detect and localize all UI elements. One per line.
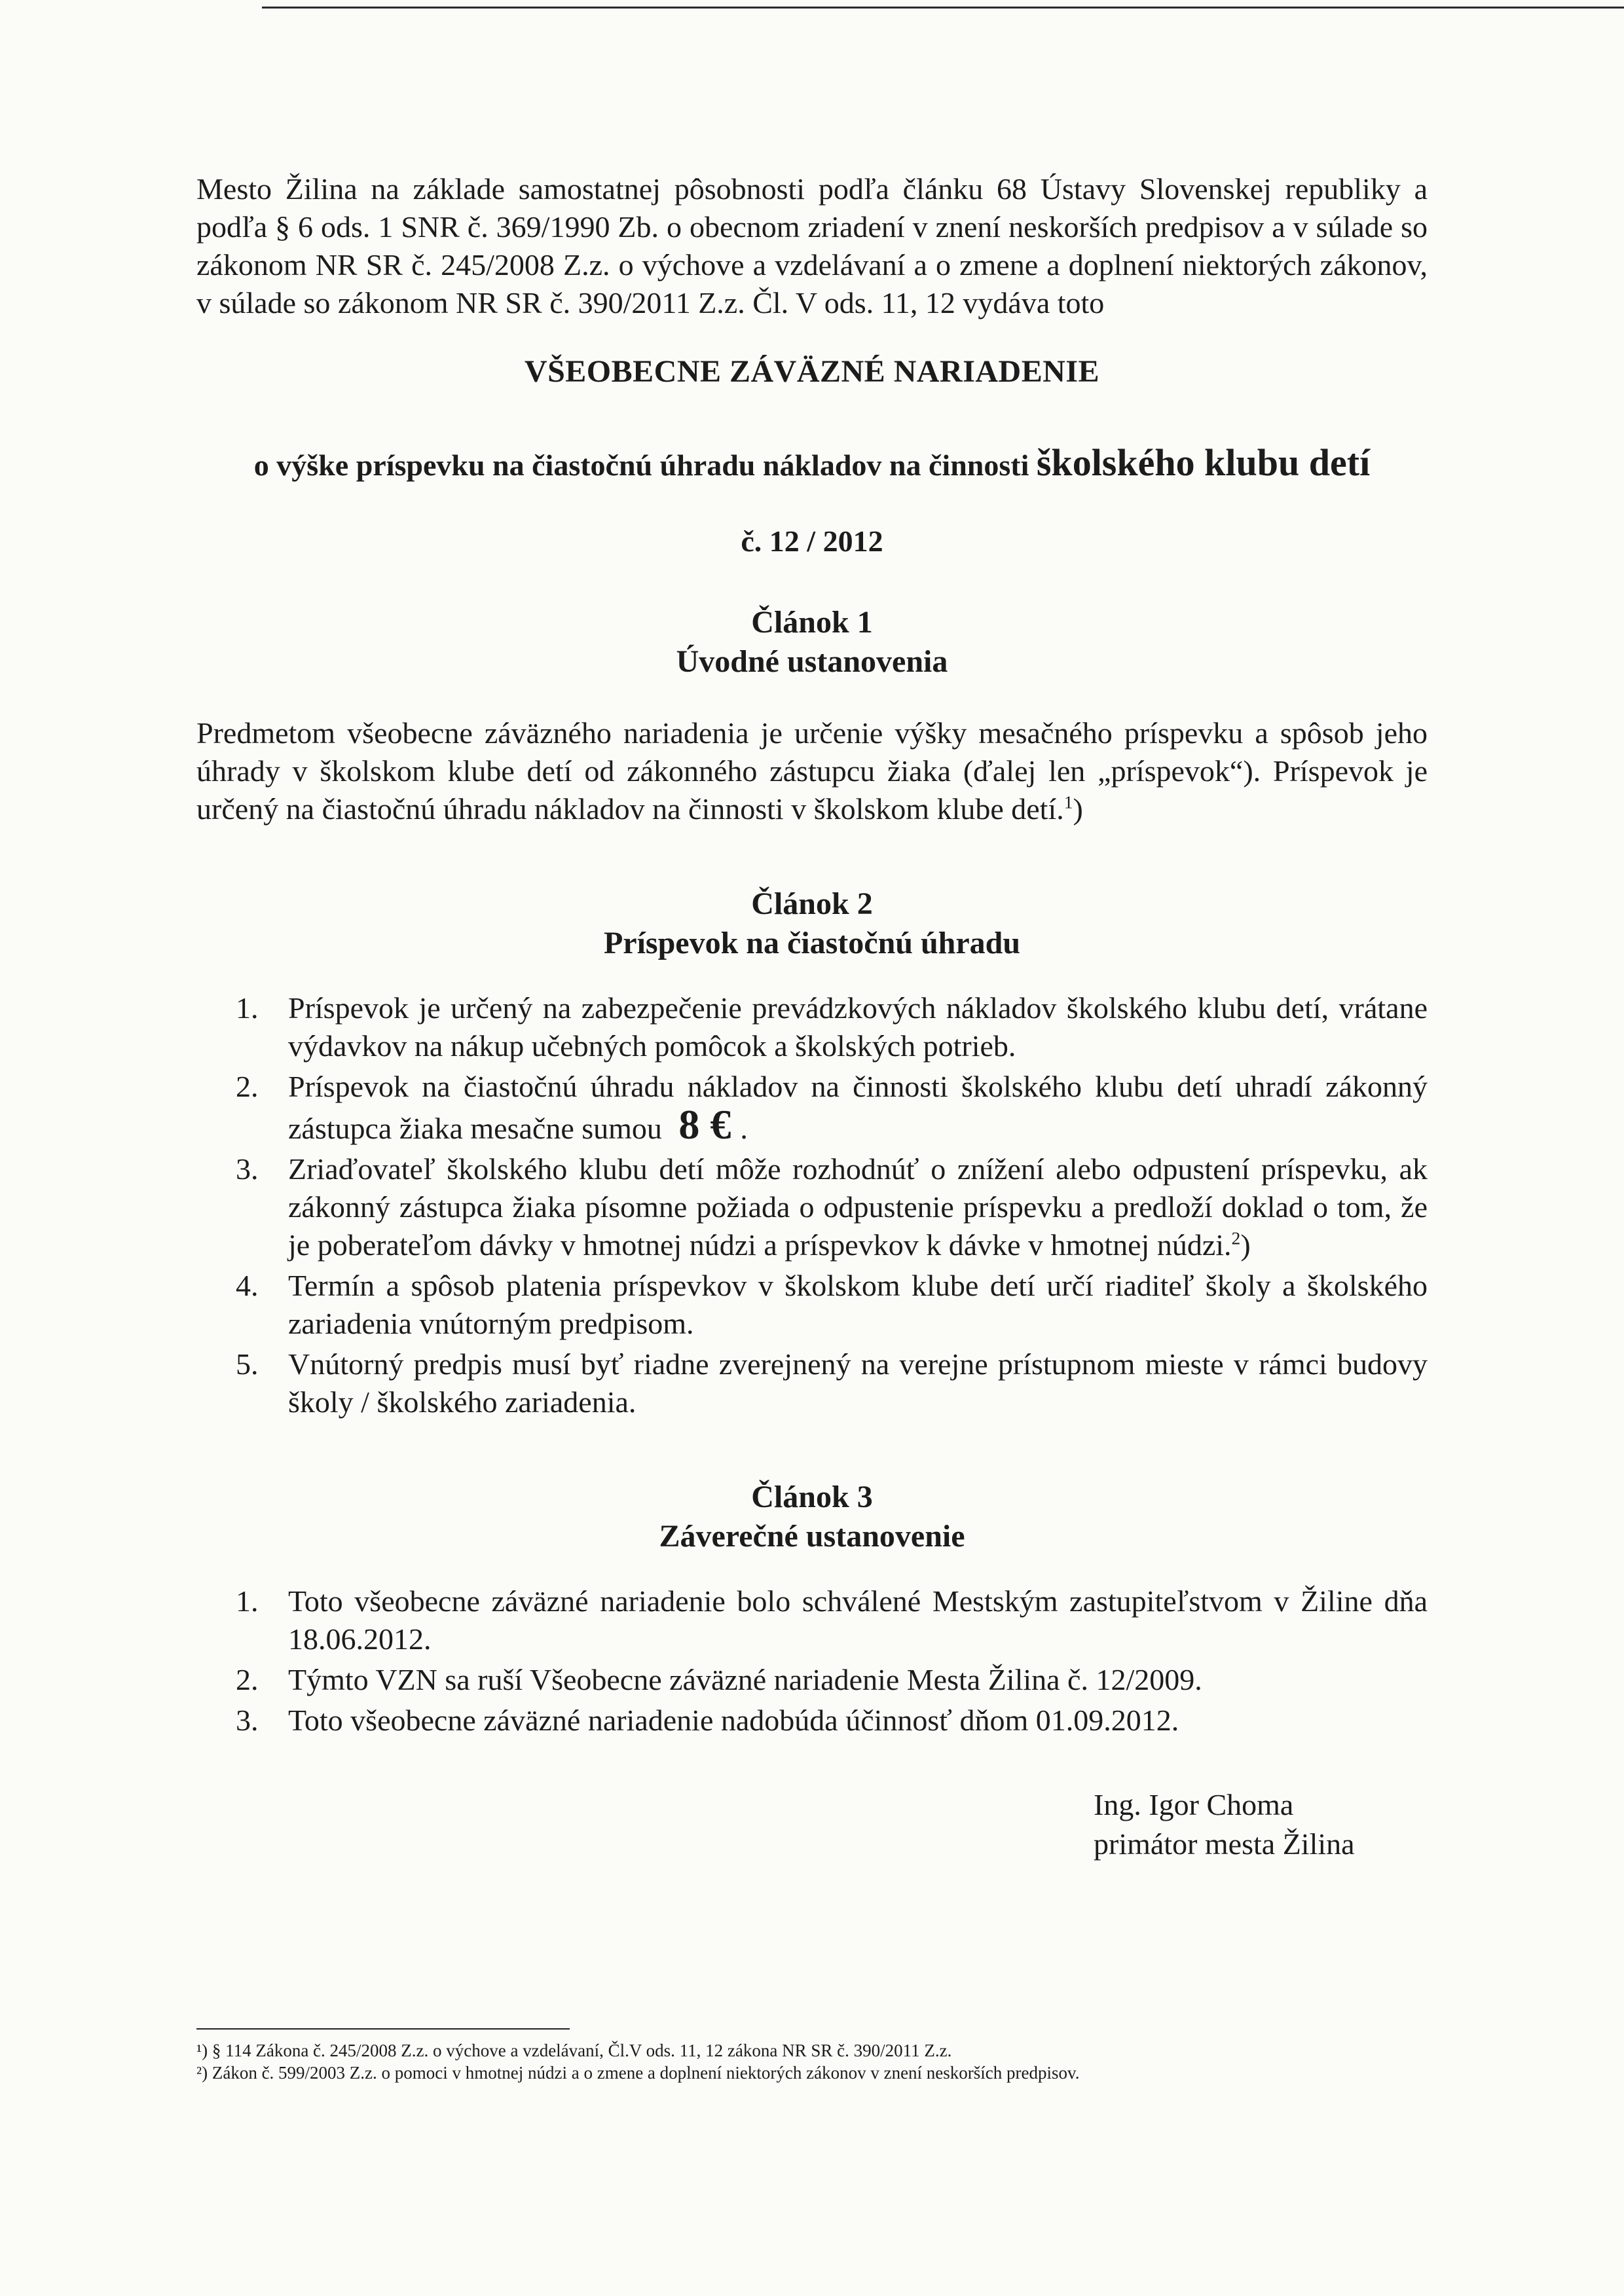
footnote-text: § 114 Zákona č. 245/2008 Z.z. o výchove a vzdelávaní, Čl.V ods. 11, 12 zákona NR SR č. 390/2011 Z.z. [212,2041,952,2060]
item-number: 4. [236,1269,259,1302]
subtitle-part2: školského klubu detí [1036,441,1371,484]
article2-subheading: Príspevok na čiastočnú úhradu [603,926,1021,960]
item-end: . [740,1112,748,1145]
item-end: ) [1240,1228,1251,1262]
item-number: 1. [236,991,259,1025]
footnote-2 [196,2062,1441,2084]
signatory-name: Ing. Igor Choma [1094,1788,1294,1821]
list-item [196,1150,1428,1264]
item-text [288,1068,1428,1148]
intro-paragraph: Mesto Žilina na základe samostatnej pôsobnosti podľa článku 68 Ústavy Slovenskej republiky a podľa § 6 ods. 1 SNR č. 369/1990 Zb. o obecnom zriadení v znení neskorších predpisov a v súlade so zákonom NR SR č. 245/2008 Z.z. o výchove a vzdelávaní a o zmene a doplnení niektorých zákonov, v súlade so zákonom NR SR č. 390/2011 Z.z. Čl. V ods. 11, 12 vydáva toto [196,172,1428,319]
article1-subheading: Úvodné ustanovenia [676,644,948,679]
item-text: Toto všeobecne záväzné nariadenie nadobúda účinnosť dňom 01.09.2012. [288,1704,1179,1737]
list-item [196,1345,1428,1421]
item-text: Termín a spôsob platenia príspevkov v školskom klube detí určí riaditeľ školy a školského zariadenia vnútorným predpisom. [288,1269,1428,1340]
footnote-1 [196,2039,1441,2062]
document-body [196,170,1428,1864]
item-text-body: Príspevok na čiastočnú úhradu nákladov na činnosti školského klubu detí uhradí zákonný zástupca žiaka mesačne sumou [288,1070,1428,1145]
list-item [196,1702,1428,1740]
item-text: Toto všeobecne záväzné nariadenie bolo schválené Mestským zastupiteľstvom v Žiline dňa 18.06.2012. [288,1584,1428,1656]
document-number: č. 12 / 2012 [741,524,883,558]
footnote-ref-1: 1 [1063,792,1073,812]
article1-text [196,714,1428,828]
footnote-separator [196,2028,570,2030]
article1-paren: ) [1073,792,1083,826]
article3-list [196,1582,1428,1740]
footnote-mark: ²) [196,2063,208,2083]
signature-block [1094,1785,1428,1864]
item-text-body: Zriaďovateľ školského klubu detí môže rozhodnúť o znížení alebo odpustení príspevku, ak zákonný zástupca žiaka písomne požiada o odpustenie príspevku a predloží doklad o tom, že je poberateľom dávky v hmotnej núdzi a príspevkov k dávke v hmotnej núdzi. [288,1152,1428,1262]
footnote-mark: ¹) [196,2041,208,2060]
item-number: 3. [236,1704,259,1737]
top-border-line [262,7,1624,9]
item-text: Príspevok je určený na zabezpečenie prevádzkových nákladov školského klubu detí, vrátane výdavkov na nákup učebných pomôcok a školských potrieb. [288,991,1428,1063]
item-text [288,1150,1428,1264]
article3-subheading: Záverečné ustanovenie [659,1519,965,1554]
article3-heading: Článok 3 [751,1480,873,1514]
article1-body: Predmetom všeobecne záväzného nariadenia je určenie výšky mesačného príspevku a spôsob jeho úhrady v školskom klube detí od zákonného zástupcu žiaka (ďalej len „príspevok“). Príspevok je určený na čiastočnú úhradu nákladov na činnosti v školskom klube detí. [196,716,1428,826]
item-number: 2. [236,1663,259,1696]
article1-heading: Článok 1 [751,605,873,640]
list-item [196,1267,1428,1343]
footnote-text: Zákon č. 599/2003 Z.z. o pomoci v hmotnej núdzi a o zmene a doplnení niektorých zákonov v znení neskorších predpisov. [212,2063,1080,2083]
item-number: 1. [236,1584,259,1618]
monthly-amount: 8 € [678,1101,731,1148]
document-subtitle [196,441,1428,484]
article2-heading: Článok 2 [751,886,873,921]
footnote-ref-2: 2 [1231,1228,1241,1248]
item-number: 2. [236,1070,259,1103]
list-item [196,1068,1428,1148]
article2-list [196,989,1428,1421]
footnotes [196,2039,1441,2084]
list-item [196,1582,1428,1658]
item-number: 5. [236,1347,259,1381]
document-title: VŠEOBECNE ZÁVÄZNÉ NARIADENIE [524,354,1100,389]
item-number: 3. [236,1152,259,1186]
item-text: Vnútorný predpis musí byť riadne zverejnený na verejne prístupnom mieste v rámci budovy školy / školského zariadenia. [288,1347,1428,1419]
subtitle-part1: o výške príspevku na čiastočnú úhradu nákladov na činnosti [253,448,1029,482]
list-item [196,1661,1428,1699]
signatory-role: primátor mesta Žilina [1094,1827,1355,1861]
list-item [196,989,1428,1065]
item-text: Týmto VZN sa ruší Všeobecne záväzné nariadenie Mesta Žilina č. 12/2009. [288,1663,1202,1696]
